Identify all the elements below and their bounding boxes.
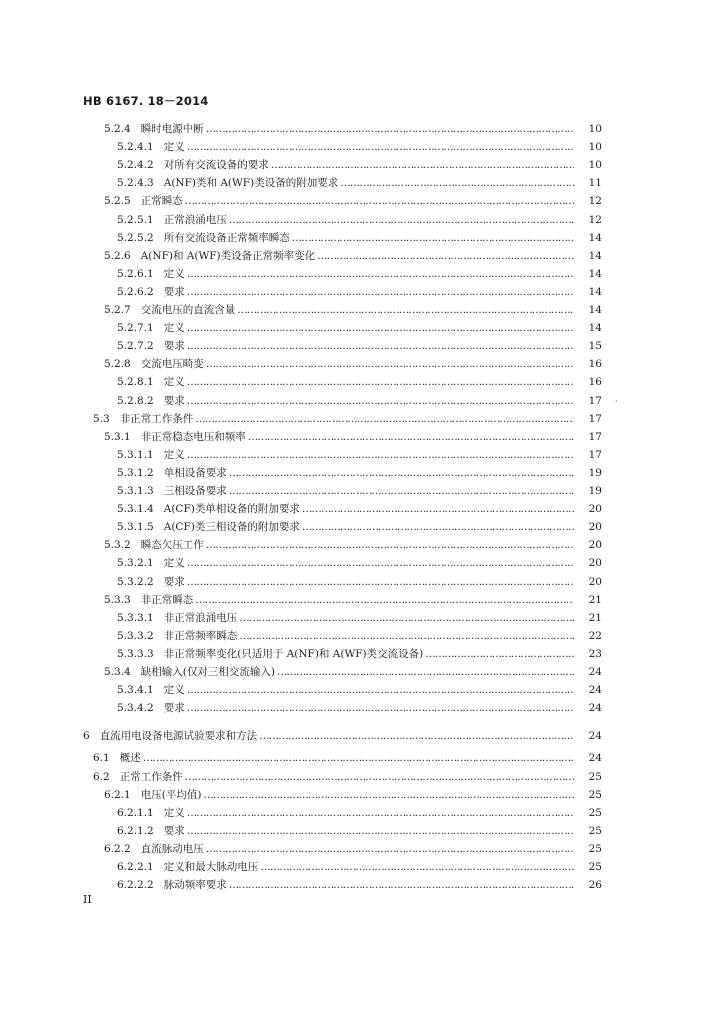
toc-row[interactable] <box>0 230 722 247</box>
toc-entry-number: 5.2.5 <box>104 195 131 208</box>
toc-row[interactable] <box>0 465 722 482</box>
toc-entry-title: 缺相输入(仅对三相交流输入) <box>140 666 275 678</box>
toc-entry-title: 电压(平均值) <box>140 788 202 801</box>
toc-leader-dots <box>229 465 574 482</box>
toc-leader-dots <box>237 302 574 319</box>
toc-row[interactable] <box>0 805 722 822</box>
toc-entry-title: 非正常稳态电压和频率 <box>140 430 246 443</box>
toc-leader-dots <box>187 682 574 699</box>
toc-entry-number: 5.2.4.1 <box>117 141 154 154</box>
toc-entry-title: 定义 <box>163 806 185 819</box>
toc-row[interactable] <box>0 628 722 645</box>
toc-leader-dots <box>195 592 574 609</box>
toc-entry-number: 5.2.7 <box>104 304 131 316</box>
toc-entry-number: 5.2.6.1 <box>117 267 154 280</box>
toc-leader-dots <box>229 877 574 894</box>
toc-entry-number: 5.2.6.2 <box>117 285 154 298</box>
toc-entry-page: 14 <box>588 231 602 244</box>
toc-entry-page: 24 <box>588 702 602 715</box>
toc-leader-dots <box>340 175 574 192</box>
toc-leader-dots <box>187 320 574 337</box>
toc-entry-number: 5.3.1.3 <box>117 485 154 497</box>
toc-entry-title: 非正常频率变化(只适用于 A(NF)和 A(WF)类交流设备) <box>163 647 424 660</box>
toc-row[interactable] <box>0 338 722 355</box>
toc-leader-dots <box>187 447 574 464</box>
toc-entry-title: 直流用电设备电源试验要求和方法 <box>99 730 258 743</box>
toc-leader-dots <box>206 841 574 858</box>
toc-leader-dots <box>187 823 574 840</box>
toc-entry-number: 6.2.2 <box>104 842 131 855</box>
toc-entry-title: A(CF)类三相设备的附加要求 <box>163 521 300 534</box>
toc-entry-title: 要求 <box>163 285 185 298</box>
toc-entry-title: 对所有交流设备的要求 <box>163 159 269 172</box>
toc-entry-page: 12 <box>588 195 602 208</box>
toc-entry-number: 5.3.2.2 <box>117 575 154 588</box>
toc-entry-title: 要求 <box>163 340 185 353</box>
toc-row[interactable] <box>0 501 722 518</box>
toc-entry-title: A(NF)类和 A(WF)类设备的附加要求 <box>163 177 339 190</box>
toc-entry-number: 5.3 <box>93 412 110 425</box>
toc-entry-number: 5.3.1.1 <box>117 448 154 461</box>
toc-entry-page: 24 <box>588 684 602 697</box>
toc-row[interactable] <box>0 682 722 699</box>
toc-entry-number: 5.3.3 <box>104 593 131 606</box>
toc-leader-dots <box>203 787 574 804</box>
toc-row[interactable] <box>0 728 722 745</box>
toc-row[interactable] <box>0 393 722 410</box>
toc-row[interactable] <box>0 483 722 500</box>
toc-leader-dots <box>187 266 574 283</box>
toc-row[interactable] <box>0 374 722 391</box>
toc-entry-number: 5.3.4.2 <box>117 702 154 715</box>
toc-entry-page: 19 <box>588 466 602 479</box>
toc-entry-number: 5.2.4.2 <box>117 159 154 172</box>
toc-entry-page: 10 <box>588 141 602 154</box>
toc-row[interactable] <box>0 537 722 554</box>
toc-row[interactable] <box>0 610 722 627</box>
toc-entry-title: 交流电压畸变 <box>140 358 204 371</box>
toc-leader-dots <box>206 121 574 138</box>
toc-entry-number: 5.3.3.1 <box>117 611 154 624</box>
toc-entry-number: 5.3.4.1 <box>117 684 154 697</box>
toc-entry-number: 6 <box>83 730 90 743</box>
toc-leader-dots <box>271 157 574 174</box>
toc-entry-page: 14 <box>588 267 602 280</box>
toc-entry-number: 5.2.7.2 <box>117 340 154 353</box>
toc-entry-title: 正常工作条件 <box>119 770 183 783</box>
toc-row[interactable] <box>0 212 722 229</box>
toc-entry-number: 6.1 <box>93 752 110 765</box>
toc-row[interactable] <box>0 750 722 767</box>
toc-row[interactable] <box>0 841 722 858</box>
toc-row[interactable] <box>0 248 722 265</box>
toc-leader-dots <box>302 501 574 518</box>
toc-leader-dots <box>239 628 574 645</box>
toc-entry-number: 5.3.3.2 <box>117 629 154 642</box>
toc-leader-dots <box>187 374 574 391</box>
toc-row[interactable] <box>0 859 722 876</box>
toc-entry-title: 定义 <box>163 322 185 335</box>
toc-entry-title: 要求 <box>163 575 185 588</box>
toc-entry-title: 定义 <box>163 557 185 570</box>
toc-entry-number: 6.2 <box>93 770 110 783</box>
toc-entry-number: 5.2.4 <box>104 123 131 135</box>
document-id: HB 6167. 18－2014 <box>83 94 209 108</box>
toc-entry-number: 6.2.1.2 <box>117 824 154 837</box>
toc-row[interactable] <box>0 519 722 536</box>
toc-entry-title: 非正常频率瞬态 <box>163 629 238 642</box>
toc-entry-page: 25 <box>588 842 602 855</box>
toc-entry-title: 定义 <box>163 448 185 461</box>
toc-leader-dots <box>143 750 574 767</box>
toc-entry-title: 瞬时电源中断 <box>140 123 204 135</box>
toc-entry-number: 5.2.4.3 <box>117 177 154 190</box>
toc-entry-title: 定义 <box>163 684 185 697</box>
toc-row[interactable] <box>0 447 722 464</box>
toc-entry-title: 直流脉动电压 <box>140 842 204 855</box>
toc-entry-page: 26 <box>588 879 602 892</box>
toc-row[interactable] <box>0 356 722 373</box>
toc-entry-number: 5.3.3.3 <box>117 647 154 660</box>
toc-entry-page: 23 <box>588 647 602 660</box>
toc-row[interactable] <box>0 574 722 591</box>
toc-entry-number: 5.3.2.1 <box>117 557 154 570</box>
toc-entry-page: 17 <box>588 430 602 443</box>
toc-entry-title: A(CF)类单相设备的附加要求 <box>163 503 300 516</box>
toc-leader-dots <box>259 728 574 745</box>
toc-entry-title: 要求 <box>163 394 185 407</box>
toc-entry-title: 概述 <box>119 752 141 765</box>
toc-entry-page: 25 <box>588 806 602 819</box>
toc-entry-page: 16 <box>588 376 602 389</box>
toc-entry-page: 19 <box>588 485 602 497</box>
toc-entry-title: 定义和最大脉动电压 <box>163 861 259 873</box>
toc-leader-dots <box>185 769 574 786</box>
toc-entry-title: 正常瞬态 <box>140 195 183 208</box>
toc-entry-title: 非正常工作条件 <box>119 412 194 425</box>
toc-entry-title: A(NF)和 A(WF)类设备正常频率变化 <box>140 249 316 262</box>
toc-row[interactable] <box>0 411 722 428</box>
toc-entry-number: 5.3.2 <box>104 539 131 552</box>
toc-entry-page: 17 <box>588 412 602 425</box>
toc-leader-dots <box>187 139 574 156</box>
toc-leader-dots <box>185 193 574 210</box>
toc-leader-dots <box>206 537 574 554</box>
toc-entry-page: 14 <box>588 322 602 335</box>
toc-entry-title: 非正常浪涌电压 <box>163 611 238 624</box>
toc-entry-number: 5.2.6 <box>104 249 131 262</box>
toc-entry-number: 5.2.7.1 <box>117 322 154 335</box>
toc-entry-number: 5.3.1.2 <box>117 466 154 479</box>
toc-row[interactable] <box>0 302 722 319</box>
toc-entry-page: 25 <box>588 824 602 837</box>
toc-leader-dots <box>292 230 574 247</box>
toc-entry-page: 20 <box>588 557 602 570</box>
scan-speck: · <box>615 397 618 406</box>
toc-row[interactable] <box>0 284 722 301</box>
toc-leader-dots <box>187 700 574 717</box>
toc-row[interactable] <box>0 266 722 283</box>
toc-leader-dots <box>277 664 574 681</box>
toc-entry-page: 14 <box>588 249 602 262</box>
toc-entry-title: 所有交流设备正常频率瞬态 <box>163 231 290 244</box>
toc-leader-dots <box>195 411 574 428</box>
toc-entry-number: 5.2.8.2 <box>117 394 154 407</box>
toc-entry-page: 25 <box>588 861 602 873</box>
toc-entry-title: 非正常瞬态 <box>140 593 194 606</box>
toc-entry-page: 20 <box>588 503 602 516</box>
toc-row[interactable] <box>0 139 722 156</box>
toc-leader-dots <box>187 338 574 355</box>
toc-row[interactable] <box>0 877 722 894</box>
toc-row[interactable] <box>0 646 722 663</box>
toc-entry-page: 24 <box>588 666 602 678</box>
toc-row[interactable] <box>0 193 722 210</box>
toc-entry-page: 17 <box>588 394 602 407</box>
toc-entry-page: 10 <box>588 159 602 172</box>
toc-row[interactable] <box>0 823 722 840</box>
toc-entry-number: 5.3.4 <box>104 666 131 678</box>
toc-entry-title: 交流电压的直流含量 <box>140 304 236 316</box>
toc-leader-dots <box>187 555 574 572</box>
toc-entry-page: 20 <box>588 575 602 588</box>
toc-leader-dots <box>239 610 574 627</box>
toc-entry-number: 5.2.5.2 <box>117 231 154 244</box>
toc-entry-page: 12 <box>588 213 602 226</box>
toc-row[interactable] <box>0 555 722 572</box>
toc-entry-number: 5.3.1.4 <box>117 503 154 516</box>
toc-leader-dots <box>206 356 574 373</box>
toc-entry-number: 6.2.1 <box>104 788 131 801</box>
toc-row[interactable] <box>0 121 722 138</box>
toc-leader-dots <box>425 646 574 663</box>
page-number: II <box>83 893 92 906</box>
toc-entry-title: 瞬态欠压工作 <box>140 539 204 552</box>
toc-entry-number: 6.2.1.1 <box>117 806 154 819</box>
toc-entry-page: 20 <box>588 521 602 534</box>
toc-entry-page: 15 <box>588 340 602 353</box>
toc-entry-page: 21 <box>588 611 602 624</box>
toc-leader-dots <box>187 284 574 301</box>
toc-leader-dots <box>317 248 574 265</box>
toc-leader-dots <box>260 859 574 876</box>
toc-entry-title: 单相设备要求 <box>163 466 227 479</box>
toc-entry-page: 25 <box>588 788 602 801</box>
toc-entry-title: 三相设备要求 <box>163 485 227 497</box>
toc-leader-dots <box>187 393 574 410</box>
toc-entry-number: 5.3.1.5 <box>117 521 154 534</box>
toc-entry-page: 25 <box>588 770 602 783</box>
toc-row[interactable] <box>0 787 722 804</box>
toc-entry-number: 5.2.8 <box>104 358 131 371</box>
toc-entry-title: 定义 <box>163 376 185 389</box>
toc-leader-dots <box>187 574 574 591</box>
toc-leader-dots <box>248 429 574 446</box>
toc-row[interactable] <box>0 157 722 174</box>
toc-entry-title: 定义 <box>163 141 185 154</box>
toc-entry-title: 要求 <box>163 824 185 837</box>
toc-entry-number: 5.3.1 <box>104 430 131 443</box>
toc-entry-title: 脉动频率要求 <box>163 879 227 892</box>
toc-entry-page: 21 <box>588 593 602 606</box>
toc-row[interactable] <box>0 700 722 717</box>
toc-entry-page: 16 <box>588 358 602 371</box>
toc-entry-number: 6.2.2.1 <box>117 861 154 873</box>
toc-row[interactable] <box>0 592 722 609</box>
toc-row[interactable] <box>0 175 722 192</box>
toc-row[interactable] <box>0 664 722 681</box>
toc-leader-dots <box>229 483 574 500</box>
toc-entry-page: 22 <box>588 629 602 642</box>
toc-entry-page: 24 <box>588 752 602 765</box>
toc-entry-title: 正常浪涌电压 <box>163 213 227 226</box>
toc-leader-dots <box>187 805 574 822</box>
toc-entry-page: 10 <box>588 123 602 135</box>
toc-row[interactable] <box>0 769 722 786</box>
toc-entry-number: 5.2.5.1 <box>117 213 154 226</box>
toc-entry-page: 11 <box>588 177 602 190</box>
toc-entry-title: 要求 <box>163 702 185 715</box>
toc-row[interactable] <box>0 320 722 337</box>
toc-leader-dots <box>302 519 574 536</box>
toc-entry-page: 17 <box>588 448 602 461</box>
toc-entry-page: 14 <box>588 285 602 298</box>
toc-entry-number: 5.2.8.1 <box>117 376 154 389</box>
toc-row[interactable] <box>0 429 722 446</box>
toc-entry-page: 24 <box>588 730 602 743</box>
toc-entry-page: 14 <box>588 304 602 316</box>
toc-entry-number: 6.2.2.2 <box>117 879 154 892</box>
toc-entry-page: 20 <box>588 539 602 552</box>
toc-entry-title: 定义 <box>163 267 185 280</box>
toc-leader-dots <box>229 212 574 229</box>
